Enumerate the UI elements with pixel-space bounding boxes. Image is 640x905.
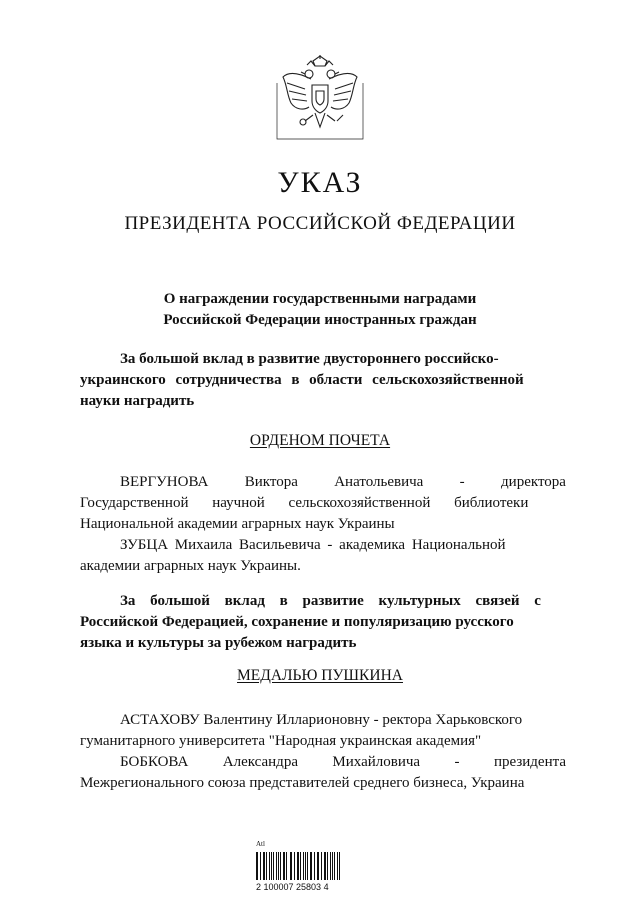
recipient-line: Национальной академии аграрных наук Украины <box>80 516 395 532</box>
recipient-entry <box>80 472 566 577</box>
intro-line: украинского сотрудничества в области сельскохозяйственной <box>80 372 524 388</box>
decree-subject <box>60 289 580 331</box>
intro-line: науки наградить <box>80 393 195 409</box>
barcode-mark: Atl <box>256 840 265 848</box>
recipient-word: БОБКОВА <box>120 754 189 770</box>
intro-line <box>80 349 566 370</box>
recipient-word: директора <box>501 474 566 490</box>
recipient-entry <box>80 710 566 794</box>
recipient-word: - <box>459 474 465 490</box>
recipient-first-line <box>80 752 566 773</box>
decree-subject-line: О награждении государственными наградами <box>163 291 477 307</box>
issuer-subtitle: ПРЕЗИДЕНТА РОССИЙСКОЙ ФЕДЕРАЦИИ <box>124 213 516 234</box>
recipient-word: Александра <box>222 754 298 770</box>
recipient-line: Государственной научной сельскохозяйственной библиотеки <box>80 495 529 511</box>
barcode-stripe <box>290 852 291 880</box>
recipient-line: гуманитарного университета "Народная украинская академия" <box>80 733 482 749</box>
award-order-of-honour <box>0 432 640 450</box>
recipient-first-line: АСТАХОВУ Валентину Илларионовну - ректора Харьковского <box>120 712 523 728</box>
recipient-word: Михайловича <box>332 754 421 770</box>
award-pushkin-medal <box>0 667 640 685</box>
recipient-word: Виктора <box>244 474 298 490</box>
decree-subject-line: Российской Федерации иностранных граждан <box>163 312 477 328</box>
intro-line: За большой вклад в развитие культурных связей с <box>120 593 541 609</box>
section2-intro <box>80 591 566 654</box>
recipient-word: президента <box>493 754 566 770</box>
recipient-first-line: ЗУБЦА Михаила Васильевича - академика Национальной <box>120 537 506 553</box>
barcode-stripe <box>337 852 338 880</box>
decree-title: УКАЗ <box>277 166 363 199</box>
document-barcode <box>256 840 362 900</box>
intro-line: Российской Федерацией, сохранение и популяризацию русского <box>80 614 514 630</box>
intro-line: языка и культуры за рубежом наградить <box>80 635 357 651</box>
recipient-word: - <box>454 754 460 770</box>
recipient-word: Анатольевича <box>334 474 424 490</box>
barcode-stripe <box>311 852 312 880</box>
recipient-line: академии аграрных наук Украины. <box>80 558 301 574</box>
award-name: ОРДЕНОМ ПОЧЕТА <box>249 432 391 449</box>
intro-text: За большой вклад в развитие двустороннего российско- <box>120 351 499 367</box>
barcode-stripe <box>269 852 270 880</box>
award-name: МЕДАЛЬЮ ПУШКИНА <box>237 667 403 684</box>
recipient-word: ВЕРГУНОВА <box>120 474 209 490</box>
russian-coat-of-arms-icon <box>275 55 365 145</box>
recipient-first-line <box>80 472 566 493</box>
recipient-line: Межрегионального союза представителей среднего бизнеса, Украина <box>80 775 525 791</box>
section1-intro <box>80 349 566 412</box>
barcode-bars <box>256 852 341 880</box>
barcode-number: 2 100007 25803 4 <box>256 882 329 892</box>
